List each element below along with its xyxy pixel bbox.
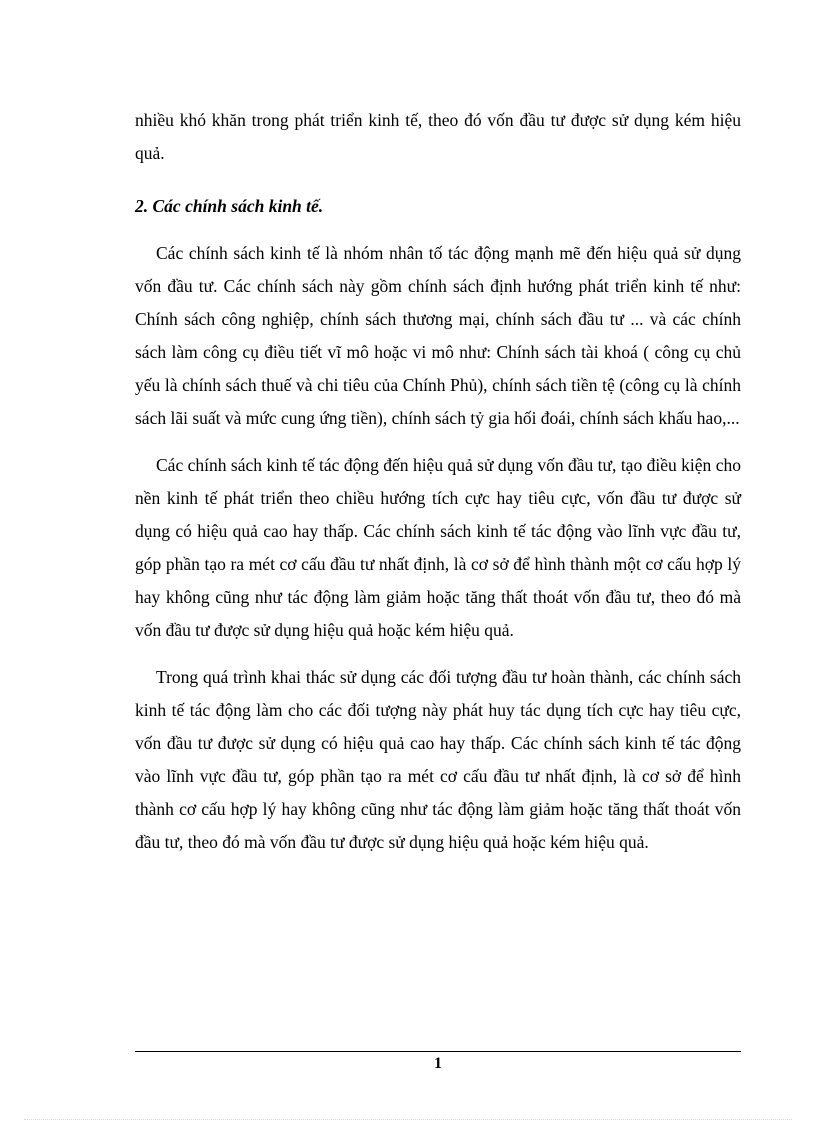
section-heading: 2. Các chính sách kinh tế.	[135, 196, 324, 216]
paragraph-continuation: nhiều khó khăn trong phát triển kinh tế, theo đó vốn đầu tư được sử dụng kém hiệu quả.	[135, 110, 741, 163]
paragraph-policy-impact: Các chính sách kinh tế tác động đến hiệu quả sử dụng vốn đầu tư, tạo điều kiện cho nền kinh tế phát triển theo chiều hướng tích cực hay tiêu cực, vốn đầu tư được sử dụng có hiệu quả cao hay thấp. Các chính sách kinh tế tác động vào lĩnh vực đầu tư, góp phần tạo ra mét cơ cấu đầu tư nhất định, là cơ sở để hình thành một cơ cấu hợp lý hay không cũng như tác động làm giảm hoặc tăng thất thoát vốn đầu tư, theo đó mà vốn đầu tư được sử dụng hiệu quả hoặc kém hiệu quả.	[135, 455, 741, 640]
paragraph-exploitation-process: Trong quá trình khai thác sử dụng các đối tượng đầu tư hoàn thành, các chính sách kinh tế tác động làm cho các đối tượng này phát huy tác dụng tích cực hay tiêu cực, vốn đầu tư được sử dụng có hiệu quả cao hay thấp. Các chính sách kinh tế tác động vào lĩnh vực đầu tư, góp phần tạo ra mét cơ cấu đầu tư nhất định, là cơ sở để hình thành cơ cấu hợp lý hay không cũng như tác động làm giảm hoặc tăng thất thoát vốn đầu tư, theo đó mà vốn đầu tư được sử dụng hiệu quả hoặc kém hiệu quả.	[135, 667, 741, 852]
document-body	[135, 104, 741, 859]
paragraph-economic-policies: Các chính sách kinh tế là nhóm nhân tố tác động mạnh mẽ đến hiệu quả sử dụng vốn đầu tư. Các chính sách này gồm chính sách định hướng phát triển kinh tế như: Chính sách công nghiệp, chính sách thương mại, chính sách đầu tư ... và các chính sách làm công cụ điều tiết vĩ mô hoặc vi mô như: Chính sách tài khoá ( công cụ chủ yếu là chính sách thuế và chi tiêu của Chính Phủ), chính sách tiền tệ (công cụ là chính sách lãi suất và mức cung ứng tiền), chính sách tỷ gia hối đoái, chính sách khấu hao,...	[135, 243, 741, 428]
page-edge-divider	[24, 1119, 792, 1120]
footer-divider	[135, 1051, 741, 1052]
page-number: 1	[434, 1055, 442, 1072]
